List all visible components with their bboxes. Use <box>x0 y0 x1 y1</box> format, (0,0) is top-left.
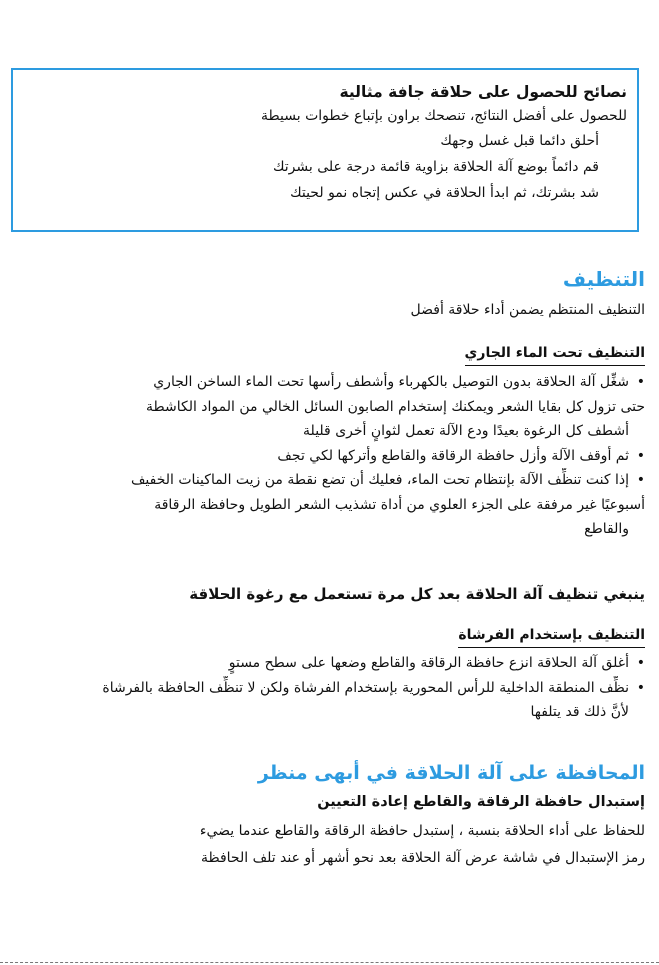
step-item <box>13 468 645 542</box>
replacement-paragraph <box>5 818 645 872</box>
tips-list <box>23 128 627 206</box>
tip-item: قم دائماً بوضع آلة الحلاقة بزاوية قائمة درجة على بشرتك <box>272 159 599 175</box>
step-item <box>13 676 645 725</box>
running-water-section <box>13 342 645 542</box>
step-line: • ثم أوقف الآلة وأزل حافظة الرقاقة والقاطع وأتركها لكي تجف <box>277 447 629 464</box>
step-item <box>13 370 645 444</box>
step-line: لأنَّ ذلك قد يتلفها <box>530 704 629 720</box>
tips-title: نصائح للحصول على حلاقة جافة مثالية <box>339 83 627 101</box>
cleaning-intro: التنظيف المنتظم يضمن أداء حلاقة أفضل <box>410 302 645 318</box>
dry-shave-tips-box <box>11 68 639 232</box>
maintenance-title: المحافظة على آلة الحلاقة في أبهى منظر <box>257 762 645 784</box>
brush-heading: التنظيف بإستخدام الفرشاة <box>458 624 645 648</box>
page-bottom-rule <box>0 962 659 963</box>
running-water-heading: التنظيف تحت الماء الجاري <box>465 342 645 366</box>
step-line: • شغِّل آلة الحلاقة بدون التوصيل بالكهرباء وأشطف رأسها تحت الماء الساخن الجاري <box>153 374 629 390</box>
brush-section <box>13 624 645 725</box>
step-line: • إذا كنت تنظِّف الآلة بإنتظام تحت الماء، فعليك أن تضع نقطة من زيت الماكينات الخفيف <box>130 472 629 488</box>
running-water-steps <box>13 370 645 542</box>
step-line: • أغلق آلة الحلاقة انزع حافظة الرقاقة والقاطع وضعها على سطح مستوٍ <box>228 655 629 671</box>
step-line: حتى تزول كل بقايا الشعر ويمكنك إستخدام الصابون السائل الخالي من المواد الكاشطة <box>145 398 645 415</box>
replacement-heading: إستبدال حافظة الرقاقة والقاطع إعادة التعيين <box>317 794 645 810</box>
cleaning-title: التنظيف <box>562 267 645 291</box>
step-item <box>13 651 645 676</box>
tip-item: شد بشرتك، ثم ابدأ الحلاقة في عكس إتجاه نمو لحيتك <box>290 185 599 201</box>
step-item <box>13 444 645 469</box>
step-line: • نظِّف المنطقة الداخلية للرأس المحورية بإستخدام الفرشاة ولكن لا تنظِّف الحافظة بالفرشاة <box>102 679 629 696</box>
foam-cleaning-note: ينبغي تنظيف آلة الحلاقة بعد كل مرة تستعمل مع رغوة الحلاقة <box>189 585 645 603</box>
step-line: أسبوعيًا غير مرفقة على الجزء العلوي من أداة تشذيب الشعر الطويل وحافظة الرقاقة <box>154 496 645 513</box>
paragraph-line: للحفاظ على أداء الحلاقة بنسبة ، إستبدل حافظة الرقاقة والقاطع عندما يضيء <box>199 823 645 839</box>
tip-item: أحلق دائما قبل غسل وجهك <box>440 133 599 149</box>
step-line: والقاطع <box>584 521 629 537</box>
step-line: أشطف كل الرغوة بعيدًا ودع الآلة تعمل لثوانٍ أخرى قليلة <box>303 423 629 439</box>
tips-intro: للحصول على أفضل النتائج، تنصحك براون بإتباع خطوات بسيطة <box>261 108 627 124</box>
brush-steps <box>13 651 645 725</box>
paragraph-line: رمز الإستبدال في شاشة عرض آلة الحلاقة بعد نحو أشهر أو عند تلف الحافظة <box>200 850 645 866</box>
